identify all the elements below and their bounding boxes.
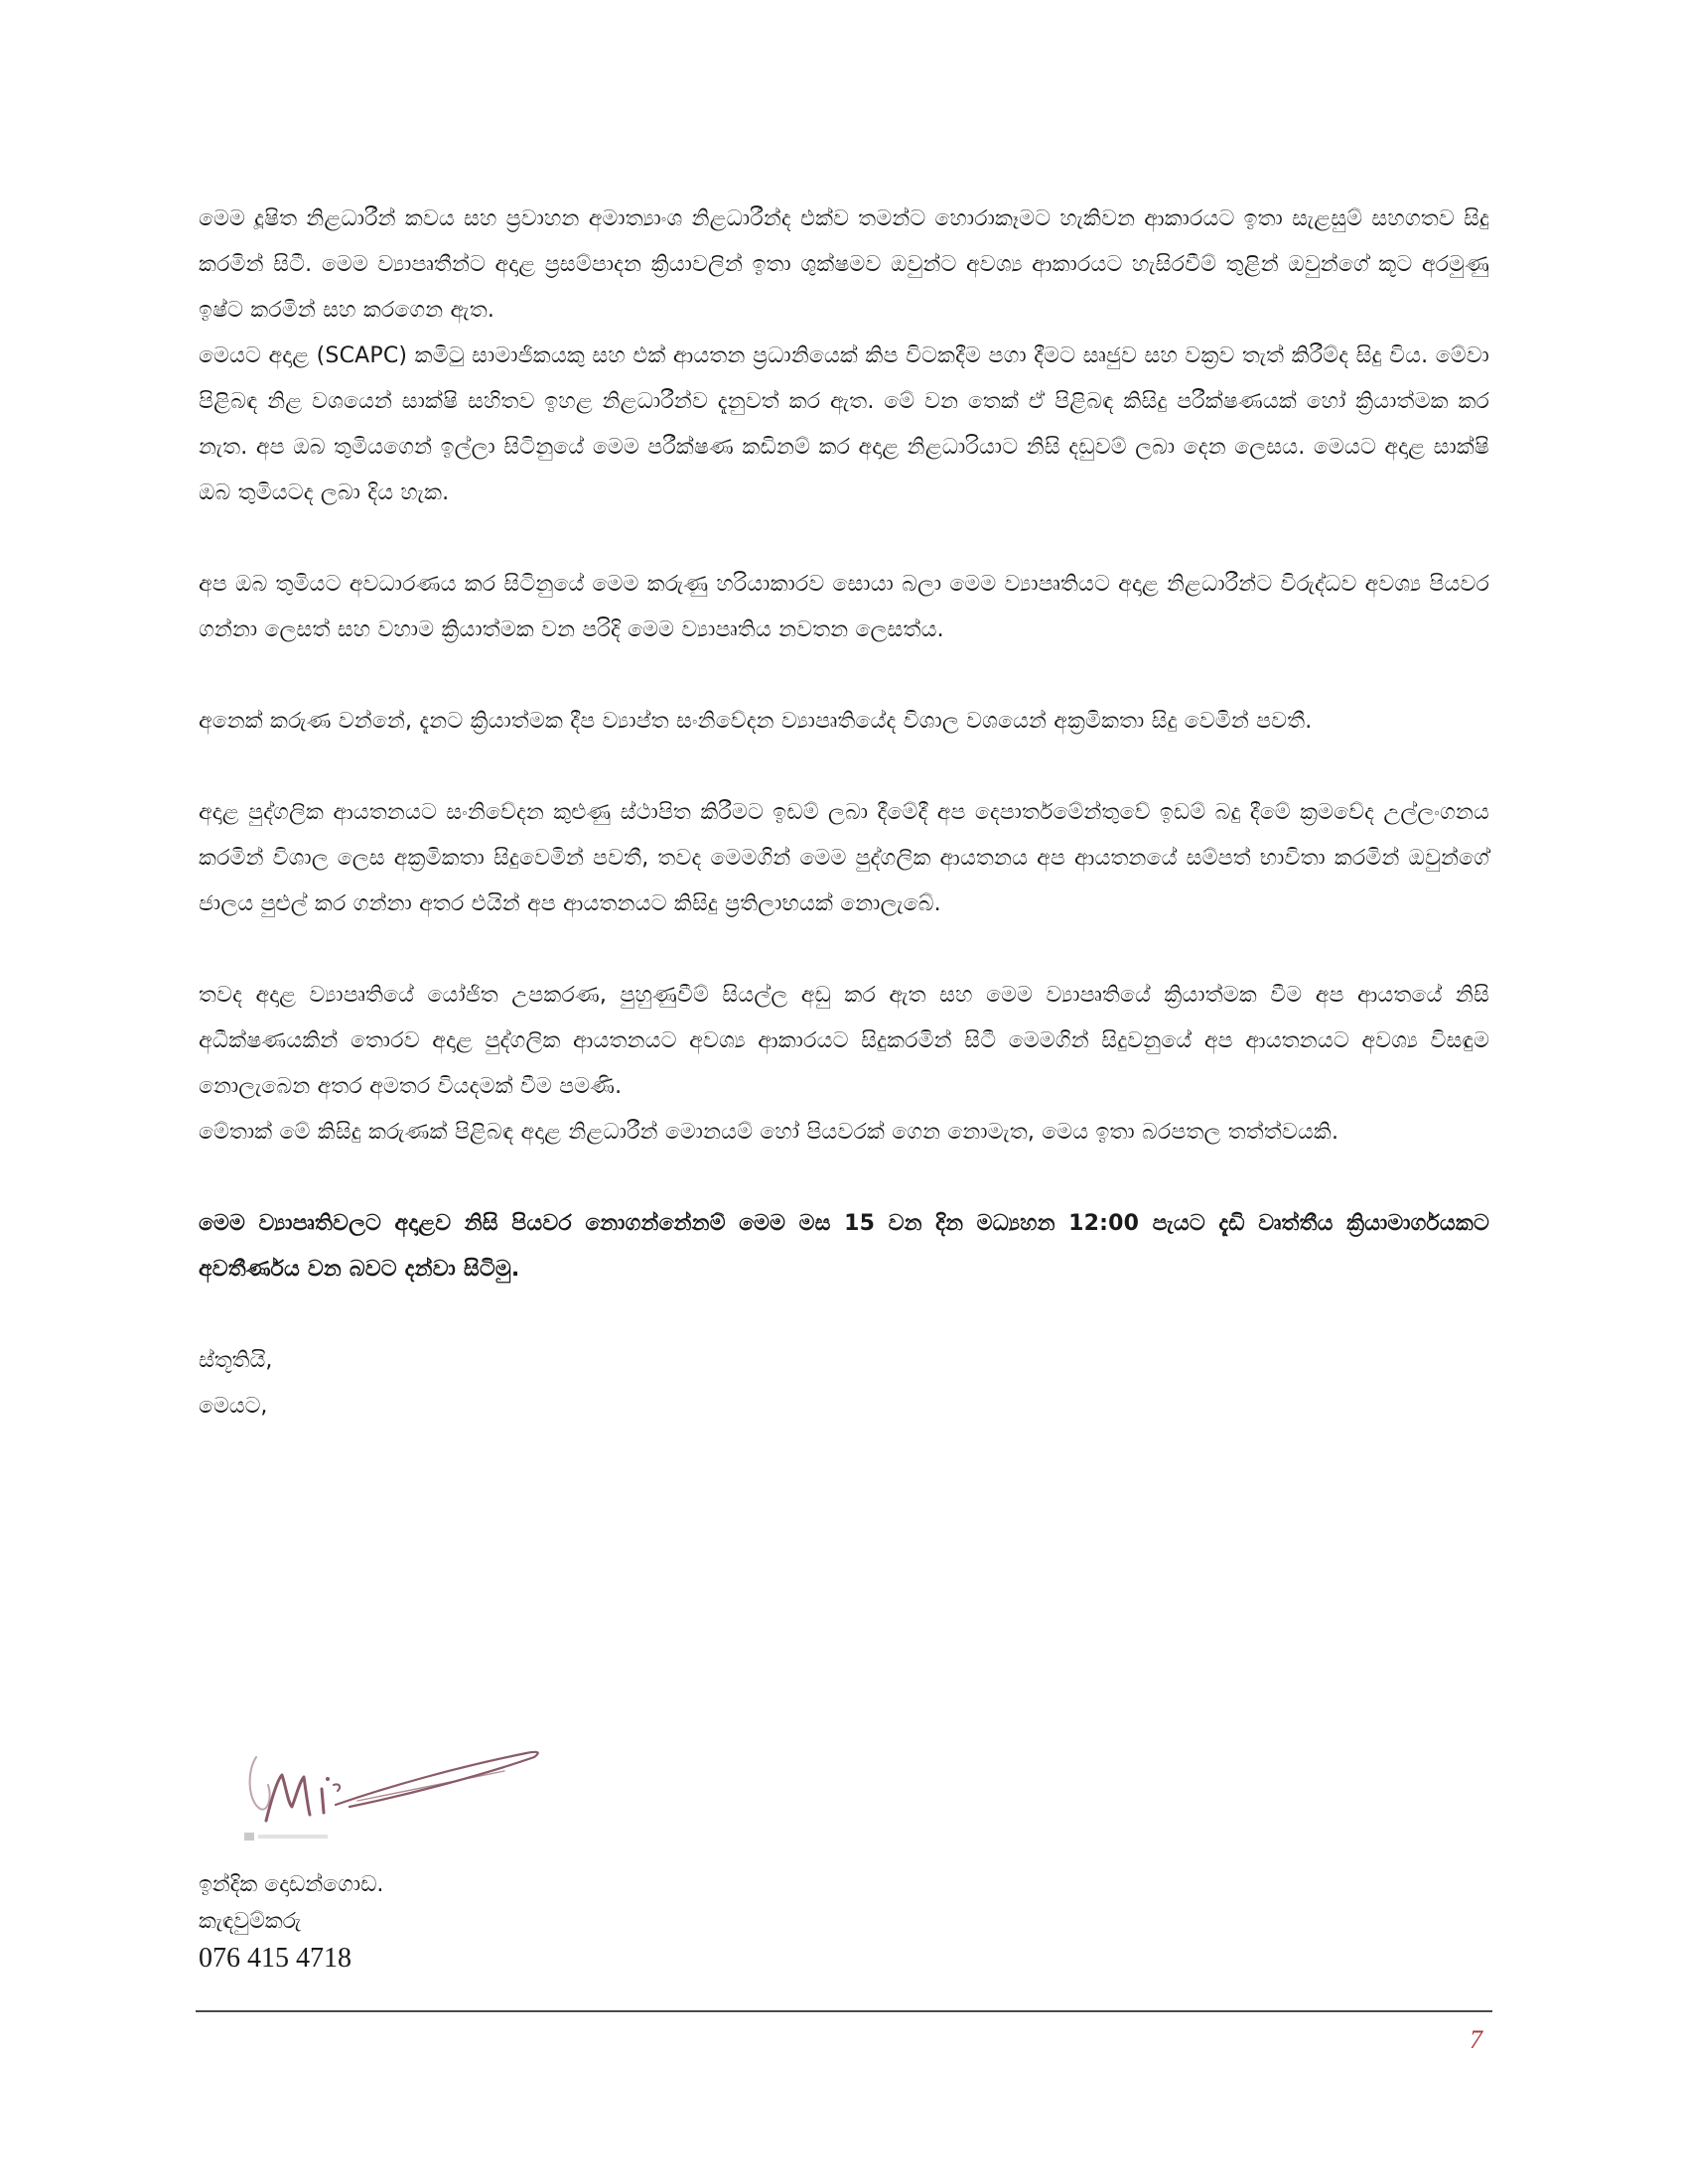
closing-yours: මෙයට, xyxy=(199,1394,268,1419)
letter-body xyxy=(199,197,1489,1430)
paragraph-other-issue: අනෙක් කරුණ වන්නේ, දැනට ක්‍රියාත්මක දීප ව්‍යාප්ත සංනිවේදන ව්‍යාපෘතියේද විශාල වශයෙන් අක්‍රමිකතා සිදු වෙමින් පවතී. xyxy=(199,709,1313,734)
signer-phone: 076 415 4718 xyxy=(199,1943,352,1974)
paragraph-equipment-training: තවද අදාළ ව්‍යාපෘතියේ යෝජිත උපකරණ, පුහුණුවීම් සියල්ල අඩු කර ඇත සහ මෙම ව්‍යාපෘතියේ ක්‍රියාත්මක වීම අප ආයතයේ නිසි අධීක්ෂණයකින් තොරව අදාළ පුද්ගලික ආයතනයට අවශ්‍ය ආකාරයට සිදුකරමින් සිටී මෙමගින් සිදුවනුයේ අප ආයතනයට අවශ්‍ය විසඳුම නොලැබෙන අතර අමතර වියදමක් වීම පමණි. xyxy=(199,983,1489,1099)
footer-divider xyxy=(196,2010,1492,2012)
paragraph-trade-union-action: මෙම ව්‍යාපෘතිවලට අදාළව නිසි පියවර නොගන්නේනම් මෙම මස 15 වන දින මධ්‍යහන 12:00 පැයට දැඩි වෘත්තීය ක්‍රියාමාර්ගයකට අවතීර්ණය වන බවට දන්වා සිටිමු. xyxy=(199,1211,1489,1282)
paragraph-land-lease: අදාළ පුද්ගලික ආයතනයට සංනිවේදන කුළුණු ස්ථාපිත කිරීමට ඉඩම් ලබා දීමේදී අප දෙපාර්තමේන්තුවේ ඉඩම් බදු දීමේ ක්‍රමවේද උල්ලංගනය කරමින් විශාල ලෙස අක්‍රමිකතා සිදුවෙමින් පවතී, තවද මෙමගින් මෙම පුද්ගලික ආයතනය අප ආයතනයේ සම්පත් භාවිතා කරමින් ඔවුන්ගේ ජාලය පුළුල් කර ගන්නා අතර එයින් අප ආයතනයට කිසිදු ප්‍රතිලාභයක් නොලැබේ. xyxy=(199,800,1489,916)
paragraph-scapc-bribery: මෙයට අදාළ (SCAPC) කමිටු සාමාජිකයකු සහ එක් ආයතන ප්‍රධානියෙක් කිප විටකදීම පගා දීමට සෘජුව සහ වක්‍රව තැත් කිරීම්ද සිදු විය. මේවා පිළිබඳ නිළ වශයෙන් සාක්ෂි සහිතව ඉහළ නිළධාරීන්ව දැනුවත් කර ඇත. මේ වන තෙක් ඒ පිළිබඳ කිසිදු පරීක්ෂණයක් හෝ ක්‍රියාත්මක කර නැත. අප ඔබ තුමියගෙන් ඉල්ලා සිටිනුයේ මෙම පරීක්ෂණ කඩිනම් කර අදාළ නිළධාරියාට නිසි දඩුවම් ලබා දෙන ලෙසය. මෙයට අදාළ සාක්ෂි ඔබ තුමියටද ලබා දිය හැක. xyxy=(199,343,1489,505)
page-number: 7 xyxy=(1470,2025,1482,2054)
signer-name: ඉන්දික දොඩන්ගොඩ. xyxy=(199,1872,384,1897)
signer-block xyxy=(199,1866,383,1978)
handwritten-signature xyxy=(238,1717,556,1846)
closing-thanks: ස්තූතියි, xyxy=(199,1348,273,1373)
signer-title: කැඳවුම්කරු xyxy=(199,1909,302,1934)
paragraph-request-action: අප ඔබ තුමියට අවධාරණය කර සිටිනුයේ මෙම කරුණු හරියාකාරව සොයා බලා මෙම ව්‍යාපෘතියට අදාළ නිළධාරීන්ට විරුද්ධව අවශ්‍ය පියවර ගන්නා ලෙසත් සහ වහාම ක්‍රියාත්මක වන පරිදි මෙම ව්‍යාපෘතිය නවතන ලෙසත්ය. xyxy=(199,572,1489,642)
paragraph-corruption-circle: මෙම දූෂිත නිළධාරීන් කවය සහ ප්‍රවාහන අමාත්‍යාංශ නිළධාරීන්ද එක්ව තමන්ට හොරාකෑමට හැකිවන ආකාරයට ඉතා සැළසුම් සහගතව සිදු කරමින් සිටී. මෙම ව්‍යාපෘතීන්ට අදාළ ප්‍රසම්පාදන ක්‍රියාවලින් ඉතා ශුක්ෂමව ඔවුන්ට අවශ්‍ය ආකාරයට හැසිරවීම් තුළින් ඔවුන්ගේ කූට අරමුණු ඉෂ්ට කරමින් සහ කරගෙන ඇත. xyxy=(199,206,1489,323)
paragraph-no-action-taken: මේතාක් මේ කිසිදු කරුණක් පිළිබඳ අදාළ නිළධාරීන් මොනයම් හෝ පියවරක් ගෙන නොමැත, මෙය ඉතා බරපතල තත්ත්වයකි. xyxy=(199,1120,1339,1145)
